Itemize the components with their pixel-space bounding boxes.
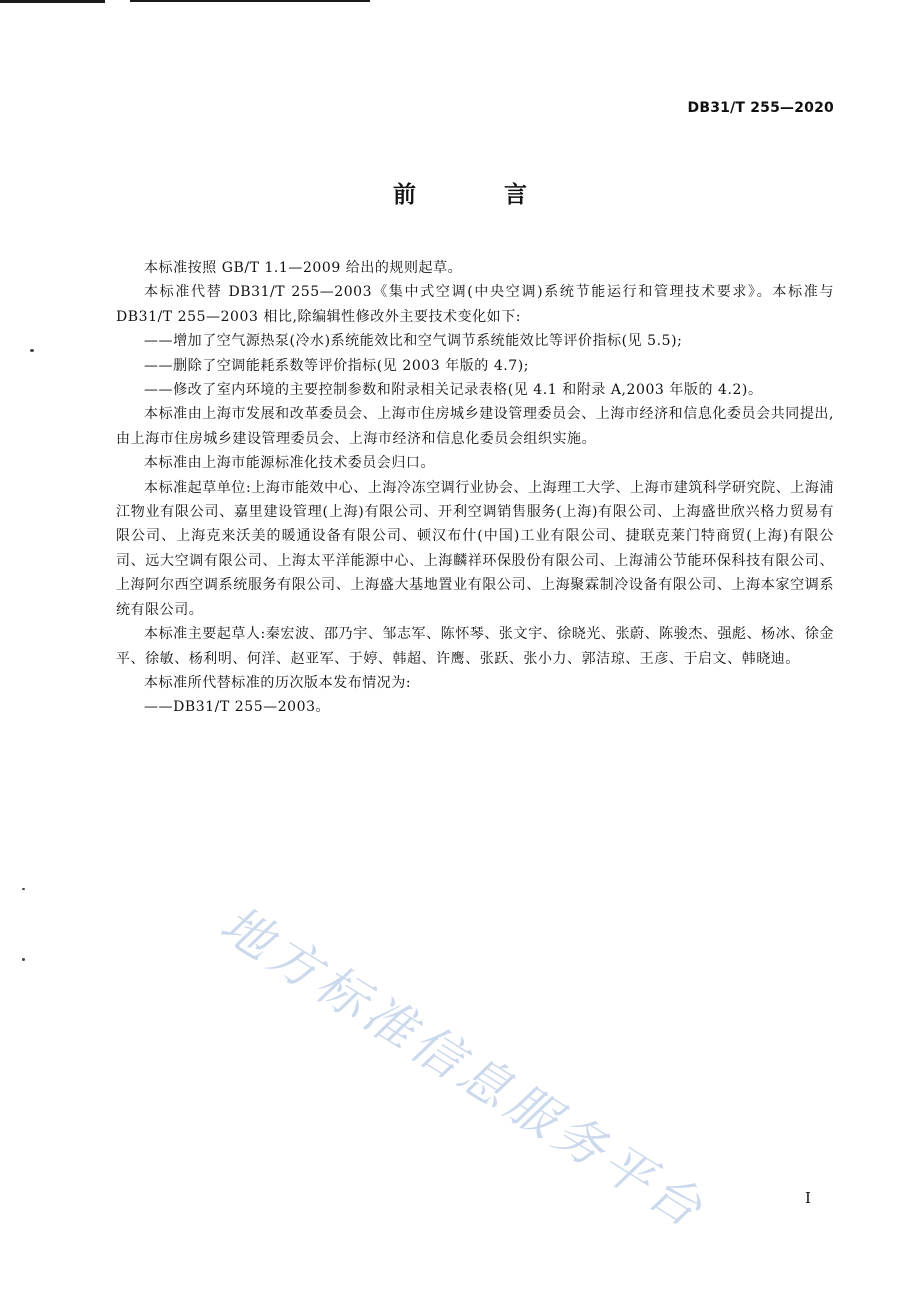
paragraph: 本标准起草单位:上海市能效中心、上海冷冻空调行业协会、上海理工大学、上海市建筑科学研究院、上海浦江物业有限公司、嘉里建设管理(上海)有限公司、开利空调销售服务(上海)有限公司、上海盛世欣兴格力贸易有限公司、上海克来沃美的暖通设备有限公司、顿汉布什(中国)工业有限公司、捷联克莱门特商贸(上海)有限公司、远大空调有限公司、上海太平洋能源中心、上海麟祥环保股份有限公司、上海浦公节能环保科技有限公司、上海阿尔西空调系统服务有限公司、上海盛大基地置业有限公司、上海聚霖制冷设备有限公司、上海本家空调系统有限公司。 [116, 479, 834, 618]
paragraph: 本标准代替 DB31/T 255—2003《集中式空调(中央空调)系统节能运行和管理技术要求》。本标准与 DB31/T 255—2003 相比,除编辑性修改外主要技术变化如下: [116, 284, 834, 325]
foreword-body [116, 256, 834, 720]
scan-speck [22, 958, 25, 961]
list-item: ——增加了空气源热泵(冷水)系统能效比和空气调节系统能效比等评价指标(见 5.5); [144, 333, 683, 350]
paragraph: 本标准按照 GB/T 1.1—2009 给出的规则起草。 [144, 260, 463, 276]
scan-speck [22, 888, 25, 890]
page-title: 前 言 [392, 182, 567, 208]
watermark: 地方标准信息服务平台 [210, 894, 717, 1241]
page-number: I [805, 1189, 811, 1207]
document-code: DB31/T 255—2020 [687, 100, 834, 116]
list-item: ——修改了室内环境的主要控制参数和附录相关记录表格(见 4.1 和附录 A,2003 年版的 4.2)。 [144, 382, 763, 399]
list-item: ——删除了空调能耗系数等评价指标(见 2003 年版的 4.7); [144, 357, 530, 374]
top-rule-left [0, 0, 105, 3]
list-item: ——DB31/T 255—2003。 [144, 699, 331, 716]
top-rule-right [130, 0, 370, 2]
paragraph: 本标准所代替标准的历次版本发布情况为: [144, 674, 412, 691]
paragraph: 本标准主要起草人:秦宏波、邵乃宇、邹志军、陈怀琴、张文宇、徐晓光、张蔚、陈骏杰、强彪、杨冰、徐金平、徐敏、杨利明、何洋、赵亚军、于婷、韩超、许鹰、张跃、张小力、郭洁琼、王彦、于启文、韩晓迪。 [116, 626, 834, 667]
paragraph: 本标准由上海市发展和改革委员会、上海市住房城乡建设管理委员会、上海市经济和信息化委员会共同提出,由上海市住房城乡建设管理委员会、上海市经济和信息化委员会组织实施。 [116, 406, 834, 447]
paragraph: 本标准由上海市能源标准化技术委员会归口。 [144, 455, 435, 472]
scan-speck [30, 349, 34, 352]
